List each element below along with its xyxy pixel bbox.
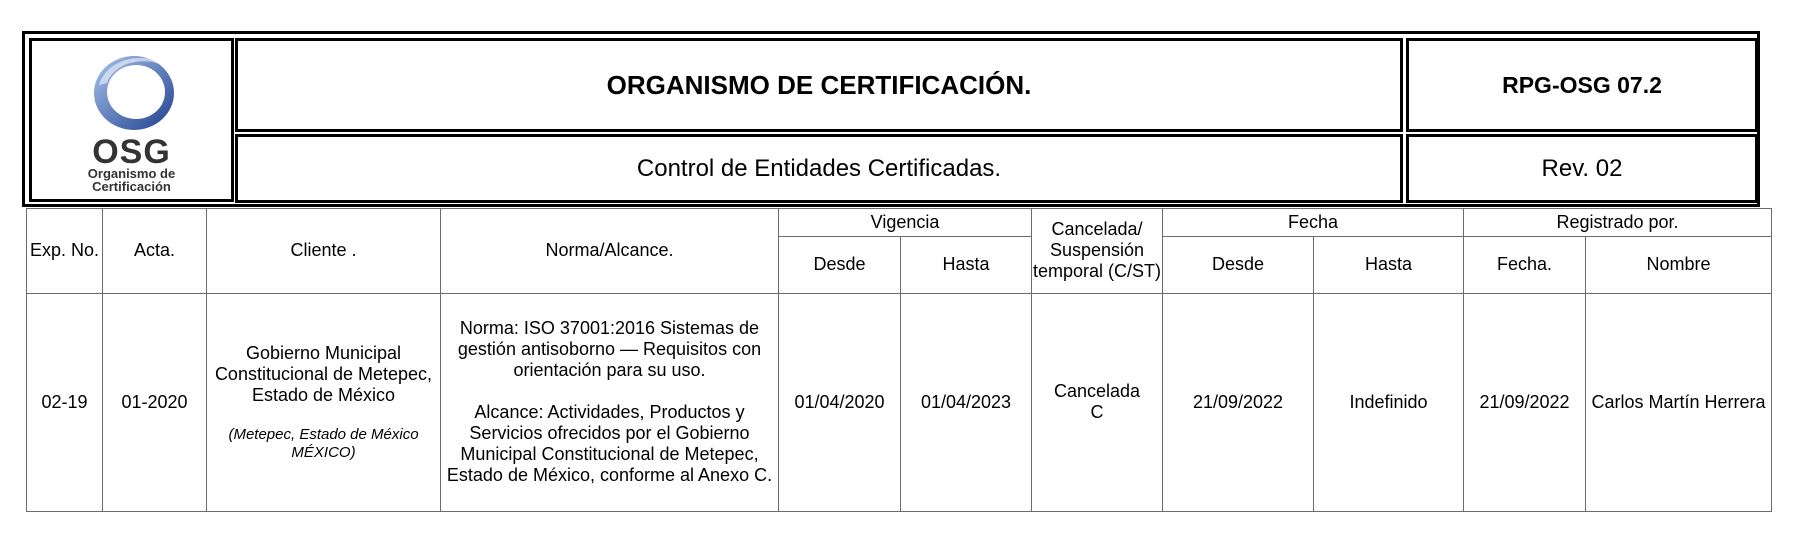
cell-registrado-fecha: 21/09/2022 [1464,293,1586,511]
document-title: ORGANISMO DE CERTIFICACIÓN. [606,69,1032,100]
col-fecha-desde: Desde [1163,237,1314,293]
revision-cell [1406,134,1758,203]
estado-code: C [1090,402,1104,423]
col-vigencia-desde: Desde [779,237,901,293]
title-cell [235,38,1403,132]
cliente-name: Gobierno Municipal Constitucional de Metepec, Estado de México [214,342,433,405]
col-registrado-nombre: Nombre [1586,237,1772,293]
col-registrado-fecha: Fecha. [1464,237,1586,293]
col-cliente: Cliente . [207,209,441,294]
table-row [27,293,1772,511]
document-code: RPG-OSG 07.2 [1502,71,1662,98]
cliente-location: (Metepec, Estado de México MÉXICO) [228,425,419,461]
col-registrado: Registrado por. [1464,209,1772,237]
cell-registrado-nombre: Carlos Martín Herrera [1586,293,1772,511]
cell-cliente [207,293,441,511]
logo-text-line1: Organismo de [87,166,176,181]
cell-acta: 01-2020 [103,293,207,511]
col-fecha-hasta: Hasta [1314,237,1464,293]
col-cancelada: Cancelada/ Suspensión temporal (C/ST) [1032,209,1163,294]
document-header [22,31,1760,207]
col-vigencia-hasta: Hasta [901,237,1032,293]
osg-logo-icon [77,45,187,137]
cell-norma-alcance [441,293,779,511]
estado-text: Cancelada [1053,381,1141,402]
logo-text-line2: Certificación [92,179,171,194]
cell-fecha-desde: 21/09/2022 [1163,293,1314,511]
alcance-text: Alcance: Actividades, Productos y Servicios ofrecidos por el Gobierno Municipal Constitucional de Metepec, Estado de México, conforme al Anexo C. [446,402,773,486]
cell-vigencia-desde: 01/04/2020 [779,293,901,511]
document-revision: Rev. 02 [1541,154,1623,182]
norma-text: Norma: ISO 37001:2016 Sistemas de gestión antisoborno — Requisitos con orientación para su uso. [457,318,762,381]
col-exp-no: Exp. No. [27,209,103,294]
col-fecha: Fecha [1163,209,1464,237]
cell-vigencia-hasta: 01/04/2023 [901,293,1032,511]
document-subtitle: Control de Entidades Certificadas. [636,154,1002,182]
col-vigencia: Vigencia [779,209,1032,237]
logo-acronym: OSG [92,133,171,171]
cell-estado [1032,293,1163,511]
table-header-row [27,209,1772,237]
cell-exp-no: 02-19 [27,293,103,511]
certified-entities-table [26,208,1772,512]
logo-cell [29,38,234,202]
code-cell [1406,38,1758,132]
cell-fecha-hasta: Indefinido [1314,293,1464,511]
col-norma: Norma/Alcance. [441,209,779,294]
subtitle-cell [235,134,1403,203]
col-acta: Acta. [103,209,207,294]
